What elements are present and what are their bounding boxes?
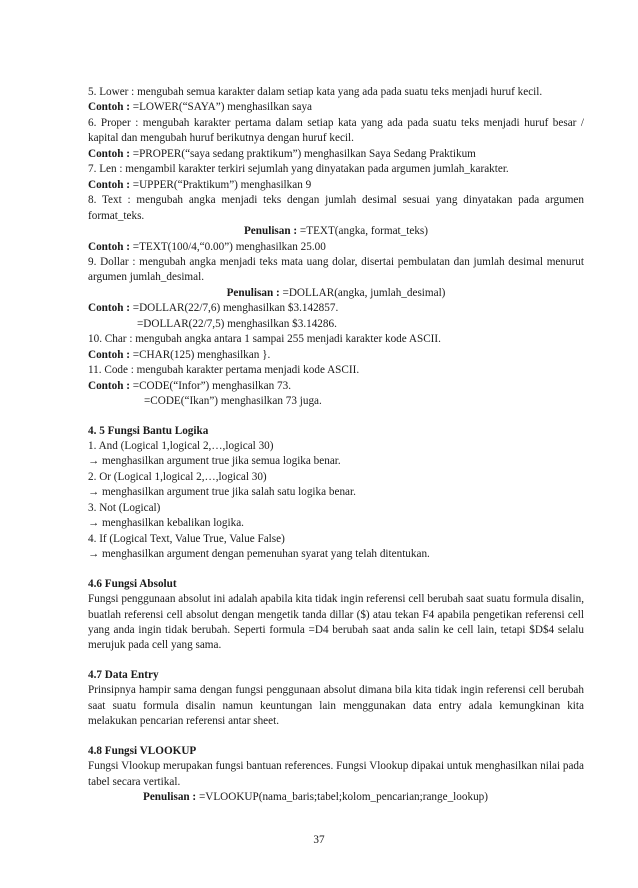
logika-item: → menghasilkan argument true jika salah satu logika benar. [88, 486, 356, 499]
example-label: Contoh : [88, 240, 130, 253]
code-description: 11. Code : mengubah karakter pertama menjadi kode ASCII. [88, 364, 360, 377]
vlookup-heading: 4.8 Fungsi VLOOKUP [88, 744, 197, 757]
text-syntax [88, 224, 584, 239]
char-example [88, 348, 584, 363]
data-entry-heading: 4.7 Data Entry [88, 668, 159, 681]
char-description: 10. Char : mengubah angka antara 1 sampai 255 menjadi karakter kode ASCII. [88, 333, 441, 346]
document-page [88, 85, 584, 805]
code-example-1 [88, 379, 584, 394]
example-label: Contoh : [88, 302, 130, 315]
dollar-description: 9. Dollar : mengubah angka menjadi teks mata uang dolar, disertai pembulatan dan jumlah desimal menurut argumen jumlah_desimal. [88, 255, 584, 284]
vlookup-syntax [88, 790, 584, 805]
page-number: 37 [313, 834, 325, 846]
vlookup-body: Fungsi Vlookup merupakan fungsi bantuan references. Fungsi Vlookup dipakai untuk menghasilkan nilai pada tabel secara vertikal. [88, 760, 584, 788]
code-example-2: =CODE(“Ikan”) menghasilkan 73 juga. [144, 395, 322, 408]
absolut-heading: 4.6 Fungsi Absolut [88, 577, 177, 590]
dollar-example-2: =DOLLAR(22/7,5) menghasilkan $3.14286. [137, 317, 337, 330]
syntax-label: Penulisan : [243, 225, 298, 238]
data-entry-body: Prinsipnya hampir sama dengan fungsi penggunaan absolut dimana bila kita tidak ingin referensi cell berubah saat suatu formula disalin namun keuntungan lain menggunakan data entry adala kemungkinan kita melakukan pencarian referensi antar sheet. [88, 684, 584, 728]
logika-item: → menghasilkan argument dengan pemenuhan syarat yang telah ditentukan. [88, 548, 430, 561]
syntax-text: =DOLLAR(angka, jumlah_desimal) [279, 286, 446, 299]
logika-item: → menghasilkan kebalikan logika. [88, 517, 244, 530]
len-example [88, 178, 584, 193]
example-text: =CHAR(125) menghasilkan }. [129, 348, 271, 361]
dollar-example-1 [88, 301, 584, 316]
syntax-label: Penulisan : [226, 286, 280, 299]
example-text: =LOWER(“SAYA”) menghasilkan saya [129, 101, 313, 114]
example-label: Contoh : [88, 101, 130, 114]
example-text: =CODE(“Infor”) menghasilkan 73. [129, 379, 291, 392]
logika-item: 2. Or (Logical 1,logical 2,…,logical 30) [88, 470, 267, 483]
example-text: =TEXT(100/4,“0.00”) menghasilkan 25.00 [129, 240, 326, 253]
example-label: Contoh : [88, 147, 130, 160]
text-example [88, 240, 584, 255]
syntax-text: =TEXT(angka, format_teks) [297, 225, 429, 238]
example-text: =DOLLAR(22/7,6) menghasilkan $3.142857. [129, 302, 339, 315]
logika-item: 4. If (Logical Text, Value True, Value False) [88, 532, 285, 545]
absolut-body: Fungsi penggunaan absolut ini adalah apabila kita tidak ingin referensi cell berubah saat suatu formula disalin, buatlah referensi cell absolut dengan mengetik tanda dillar ($) atau tekan F4 apabila pengetikan referensi cell yang anda ingin tidak berubah. Seperti formula =D4 berubah saat anda salin ke cell lain, tetapi $D$4 selalu merujuk pada cell yang sama. [88, 593, 584, 652]
syntax-label: Penulisan : [143, 791, 197, 804]
dollar-syntax [88, 286, 584, 301]
logika-heading: 4. 5 Fungsi Bantu Logika [88, 424, 209, 437]
example-label: Contoh : [88, 178, 130, 191]
proper-example [88, 147, 584, 162]
lower-description: 5. Lower : mengubah semua karakter dalam setiap kata yang ada pada suatu teks menjadi huruf kecil. [88, 86, 543, 98]
example-text: =PROPER(“saya sedang praktikum”) menghasilkan Saya Sedang Praktikum [129, 147, 476, 160]
logika-item: → menghasilkan argument true jika semua logika benar. [88, 455, 341, 468]
logika-item: 3. Not (Logical) [88, 501, 161, 514]
proper-description: 6. Proper : mengubah karakter pertama dalam setiap kata yang ada pada suatu teks menjadi huruf besar / kapital dan mengubah huruf berikutnya dengan huruf kecil. [88, 116, 584, 145]
syntax-text: =VLOOKUP(nama_baris;tabel;kolom_pencarian;range_lookup) [196, 791, 488, 804]
example-label: Contoh : [88, 348, 130, 361]
logika-item: 1. And (Logical 1,logical 2,…,logical 30) [88, 439, 274, 452]
example-text: =UPPER(“Praktikum”) menghasilkan 9 [129, 178, 312, 191]
lower-example [88, 100, 584, 115]
example-label: Contoh : [88, 379, 130, 392]
text-description: 8. Text : mengubah angka menjadi teks dengan jumlah desimal sesuai yang dinyatakan pada argumen format_teks. [88, 194, 584, 222]
len-description: 7. Len : mengambil karakter terkiri sejumlah yang dinyatakan pada argumen jumlah_karakter. [88, 163, 509, 176]
